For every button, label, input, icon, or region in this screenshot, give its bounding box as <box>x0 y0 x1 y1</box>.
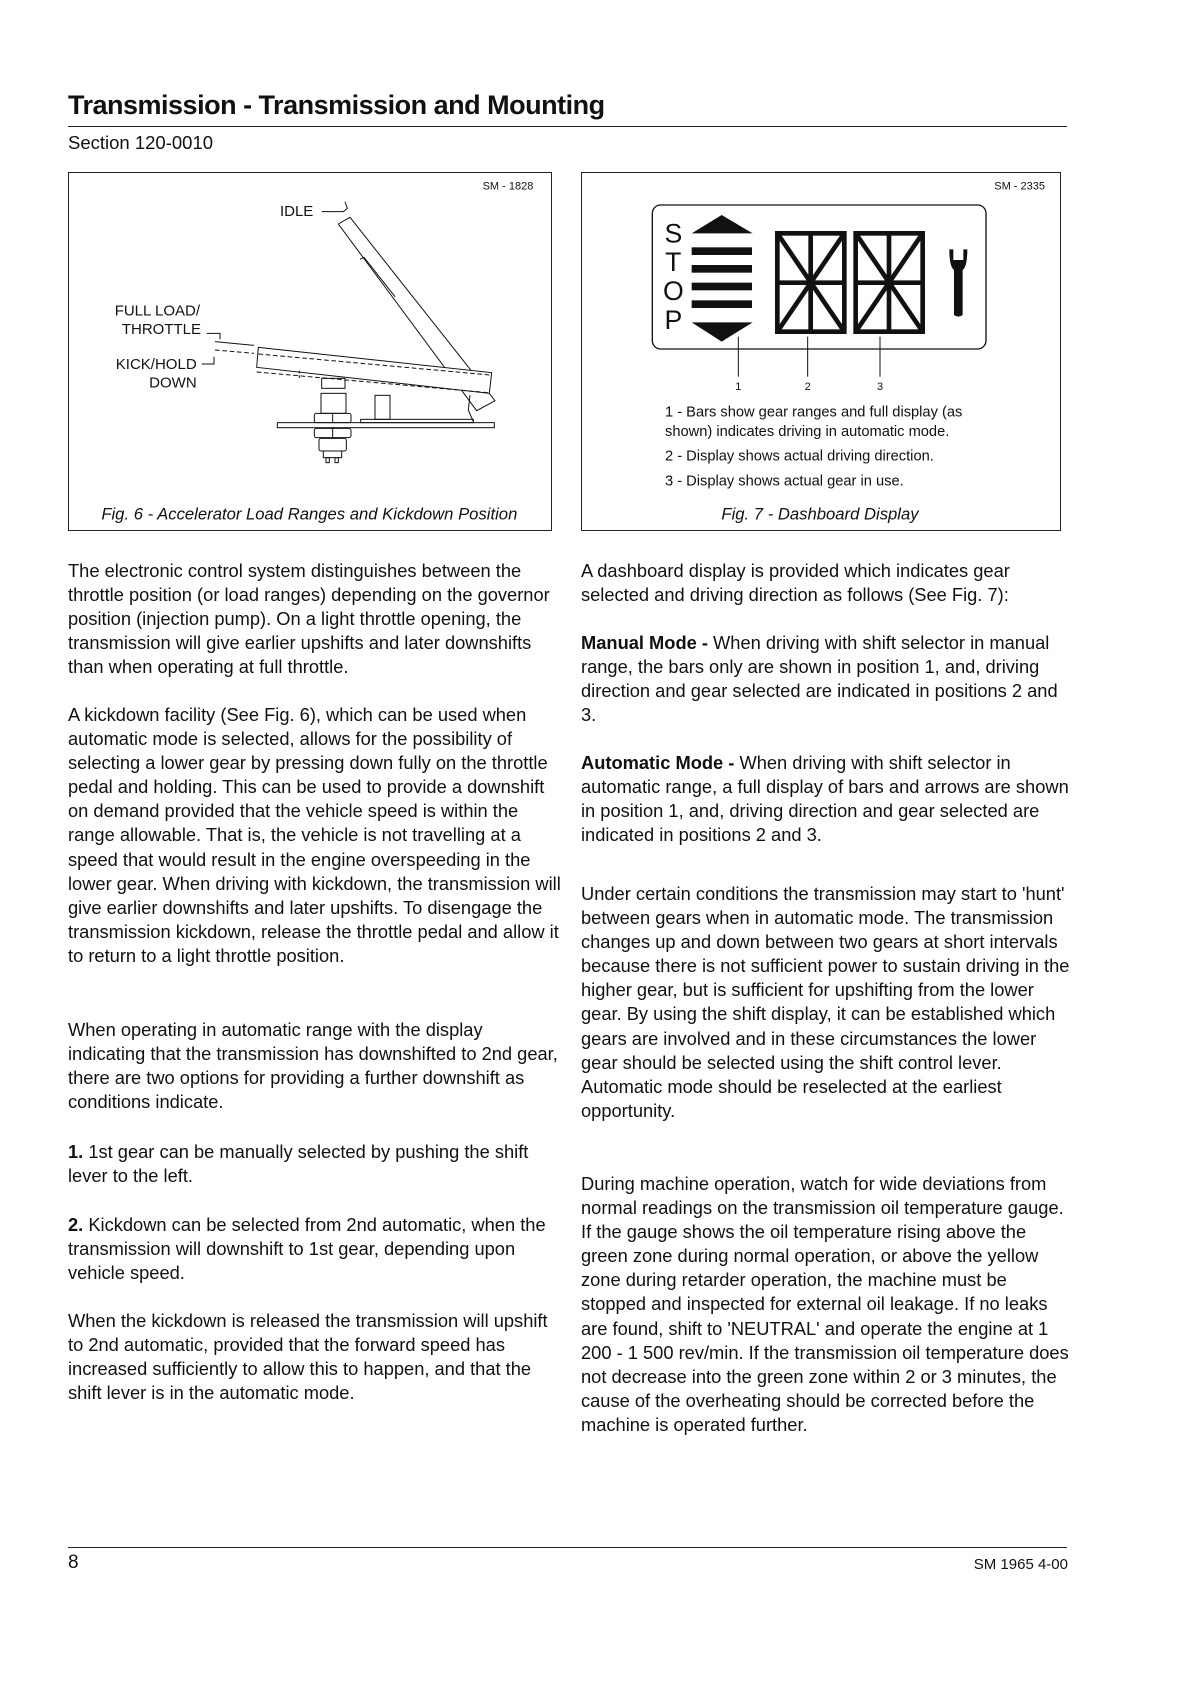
list-number: 2. <box>68 1214 84 1235</box>
stop-letter: P <box>664 305 683 335</box>
label-down: DOWN <box>149 374 197 392</box>
figure-6-accelerator-diagram <box>60 160 560 540</box>
stop-letter: O <box>662 276 684 306</box>
list-number: 1. <box>68 1141 84 1162</box>
legend-line: 1 - Bars show gear ranges and full display (as <box>665 404 963 421</box>
callout-number: 2 <box>804 381 811 393</box>
label-kick-hold: KICK/HOLD <box>115 356 197 373</box>
legend-line: shown) indicates driving in automatic mode. <box>665 424 950 440</box>
header-rule <box>68 126 1067 127</box>
body-paragraph: During machine operation, watch for wide deviations from normal readings on the transmission oil temperature gauge. If the gauge shows the oil temperature rising above the green zone during normal operation, or above the yellow zone during retarder operation, the machine must be stopped and inspected for external oil leakage. If no leaks are found, shift to 'NEUTRAL' and operate the engine at 1 200 - 1 500 rev/min. If the transmission oil temperature does not decrease into the green zone within 2 or 3 minutes, the cause of the overheating should be corrected before the machine is operated further. <box>581 1173 1069 1435</box>
stop-letter: T <box>665 247 682 277</box>
body-paragraph: A dashboard display is provided which indicates gear selected and driving direction as follows (See Fig. 7): <box>581 560 1010 606</box>
paragraph-text: When driving with shift selector in automatic range, a full display of bars and arrows are shown in position 1, and, driving direction and gear selected are indicated in positions 2 and 3. <box>581 752 1069 846</box>
page-title: Transmission - Transmission and Mounting <box>68 90 605 120</box>
callout-number: 3 <box>876 381 884 393</box>
label-idle: IDLE <box>279 203 314 220</box>
list-text: 1st gear can be manually selected by pushing the shift lever to the left. <box>68 1141 529 1187</box>
wrench-icon <box>949 249 967 316</box>
paragraph-heading: Manual Mode - <box>581 632 708 653</box>
page-number: 8 <box>68 1552 79 1573</box>
segment-digit-direction <box>777 233 844 331</box>
down-arrow-icon <box>692 322 753 341</box>
figure-ref: SM - 2335 <box>994 180 1045 193</box>
body-paragraph <box>68 1140 563 1188</box>
body-paragraph: Under certain conditions the transmission may start to 'hunt' between gears when in automatic mode. The transmission changes up and down between two gears at short intervals because there is not sufficient power to sustain driving in the higher gear, but is sufficient for upshifting from the lower gear. By using the shift display, it can be established which gears are involved and in these circumstances the lower gear should be selected using the shift control lever. Automatic mode should be reselected at the earliest opportunity. <box>581 883 1070 1121</box>
section-number: Section 120-0010 <box>68 132 214 153</box>
body-paragraph <box>581 631 1071 727</box>
body-paragraph <box>68 1213 563 1285</box>
body-paragraph: When operating in automatic range with the display indicating that the transmission has downshifted to 2nd gear, there are two options for providing a further downshift as conditions indicate. <box>68 1019 558 1113</box>
figure-6-caption: Fig. 6 - Accelerator Load Ranges and Kickdown Position <box>101 504 518 524</box>
label-throttle: THROTTLE <box>121 321 201 338</box>
document-reference: SM 1965 4-00 <box>973 1556 1068 1573</box>
body-paragraph: A kickdown facility (See Fig. 6), which can be used when automatic mode is selected, allows for the possibility of selecting a lower gear by pressing down fully on the throttle pedal and holding. This can be used to provide a downshift on demand provided that the vehicle speed is within the range allowable. That is, the vehicle is not travelling at a speed that would result in the engine overspeeding in the lower gear. When driving with kickdown, the transmission will give earlier downshifts and later upshifts. To disengage the transmission kickdown, release the throttle pedal and allow it to return to a light throttle position. <box>68 704 561 966</box>
paragraph-heading: Automatic Mode - <box>581 752 735 773</box>
segment-digit-gear <box>856 233 923 331</box>
body-paragraph: When the kickdown is released the transmission will upshift to 2nd automatic, provided that the forward speed has increased sufficiently to allow this to happen, and that the shift lever is in the automatic mode. <box>68 1310 548 1404</box>
figure-7-dashboard-diagram <box>580 160 1080 540</box>
body-paragraph: The electronic control system distinguishes between the throttle position (or load ranges) depending on the governor position (injection pump). On a light throttle opening, the transmission will give earlier upshifts and later downshifts than when operating at full throttle. <box>68 560 550 678</box>
figure-ref: SM - 1828 <box>482 180 534 193</box>
body-paragraph <box>581 751 1071 847</box>
stop-letter: S <box>664 218 683 249</box>
callout-number: 1 <box>735 381 742 393</box>
footer-rule <box>68 1547 1067 1548</box>
figure-7-caption: Fig. 7 - Dashboard Display <box>721 504 919 524</box>
legend-line: 3 - Display shows actual gear in use. <box>665 473 904 490</box>
list-text: Kickdown can be selected from 2nd automatic, when the transmission will downshift to 1st gear, depending upon vehicle speed. <box>68 1214 546 1284</box>
legend-line: 2 - Display shows actual driving direction. <box>665 448 934 465</box>
paragraph-text: When driving with shift selector in manual range, the bars only are shown in position 1, and, driving direction and gear selected are indicated in positions 2 and 3. <box>581 632 1058 726</box>
up-arrow-icon <box>692 215 753 233</box>
gear-range-bars <box>692 215 753 342</box>
base-plate <box>277 423 494 428</box>
label-full-load: FULL LOAD/ <box>114 302 200 320</box>
